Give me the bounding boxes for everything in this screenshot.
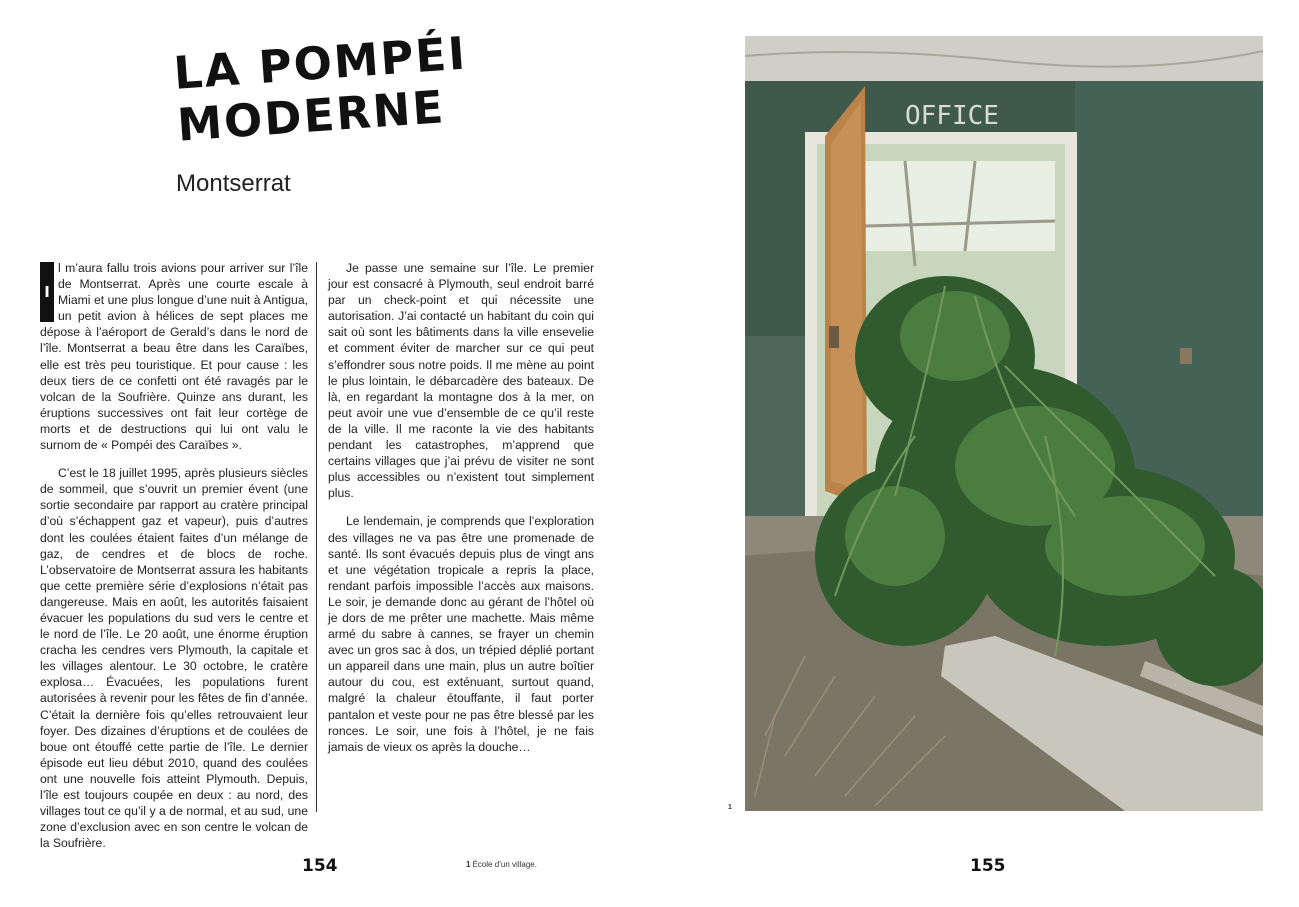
photo-caption	[466, 860, 537, 869]
page-number-right: 155	[970, 856, 1006, 876]
title-line-1: LA POMPÉI	[171, 26, 469, 100]
article-subtitle: Montserrat	[176, 170, 291, 197]
article-title	[172, 28, 472, 152]
title-line-2: MODERNE	[175, 80, 447, 152]
photo-marker: 1	[728, 804, 732, 811]
photo-illustration	[745, 36, 1263, 811]
caption-text: École d’un village.	[472, 860, 537, 869]
paragraph-3: Je passe une semaine sur l’île. Le premier jour est consacré à Plymouth, seul endroit barré par un check-point et qui nécessite une autorisation. J’ai contacté un habitant du coin qui sait où sont les bâtiments dans la ville ensevelie et comment éviter de marcher sur ce qui peut s’effondrer sous notre poids. Il me mène au point le plus lointain, le débarcadère des bateaux. De là, en regardant la montagne dos à la mer, on peut avoir une vue d’ensemble de ce qu’il reste de la ville. Il me raconte la vie des habitants pendant les catastrophes, m’apprend que certains villages que j’ai prévu de visiter ne sont plus accessibles ou n’existent tout simplement plus.	[328, 261, 594, 501]
dropcap: I	[40, 262, 54, 322]
text-column-2	[328, 260, 594, 767]
column-divider	[316, 262, 317, 812]
abandoned-school-photo	[745, 36, 1263, 811]
paragraph-1	[40, 260, 308, 453]
paragraph-2: C’est le 18 juillet 1995, après plusieurs siècles de sommeil, que s’ouvrit un premier évent (une sortie secondaire par rapport au cratère principal d’où s’échappent gaz et vapeur), puis d’autres dont les coulées étaient faites d’un mélange de gaz, de cendres et de blocs de roche. L’observatoire de Montserrat assura les habitants que cette première série d’explosions n’était pas dangereuse. Mais en août, les autorités faisaient évacuer les populations du sud vers le centre et le nord de l’île. Le 20 août, une énorme éruption cracha les cendres vers Plymouth, la capitale et les villages alentour. Le 30 octobre, le cratère explosa… Évacuées, les populations furent autorisées à revenir pour les fêtes de fin d’année. C’était la dernière fois qu’elles retrouvaient leur foyer. Des dizaines d’éruptions et de coulées de boue ont étouffé cette partie de l’île. Le dernier épisode eut lieu début 2010, quand des coulées ont une nouvelle fois atteint Plymouth. Depuis, l’île est toujours coupée en deux : au nord, des villages tout ce qu’il y a de normal, et au sud, une zone d’exclusion avec en son centre le volcan de la Soufrière.	[40, 466, 308, 851]
paragraph-1-text: l m’aura fallu trois avions pour arriver sur l’île de Montserrat. Après une courte escale à Miami et une plus longue d’une nuit à Antigua, un petit avion à hélices de sept places me dépose à l’aéroport de Gerald’s dans le nord de l’île. Montserrat a beau être dans les Caraïbes, elle est très peu touristique. Et pour cause : les deux tiers de ce confetti ont été ravagés par le volcan de la Soufrière. Quinze ans durant, les éruptions successives ont fait leur cortège de morts et de destructions qui lui ont valu le surnom de « Pompéi des Caraïbes ».	[40, 261, 308, 453]
page-number-left: 154	[302, 856, 338, 876]
caption-number: 1	[466, 860, 471, 869]
text-column-1	[40, 260, 308, 863]
door-sign-text: OFFICE	[905, 101, 999, 131]
paragraph-4: Le lendemain, je comprends que l’exploration des villages ne va pas être une promenade de santé. Ils sont évacués depuis plus de vingt ans et une végétation tropicale a repris la place, rendant parfois impossible l’accès aux maisons. Le soir, je demande donc au gérant de l’hôtel où je dors de me prêter une machette. Mais même armé du sabre à cannes, se frayer un chemin avec un gros sac à dos, un trépied déplié portant un appareil dans une main, plus un autre boîtier autour du cou, est exténuant, surtout quand, malgré la chaleur étouffante, il faut porter pantalon et veste pour ne pas être blessé par les ronces. Le soir, une fois à l’hôtel, je ne fais jamais de vieux os après la douche…	[328, 514, 594, 754]
